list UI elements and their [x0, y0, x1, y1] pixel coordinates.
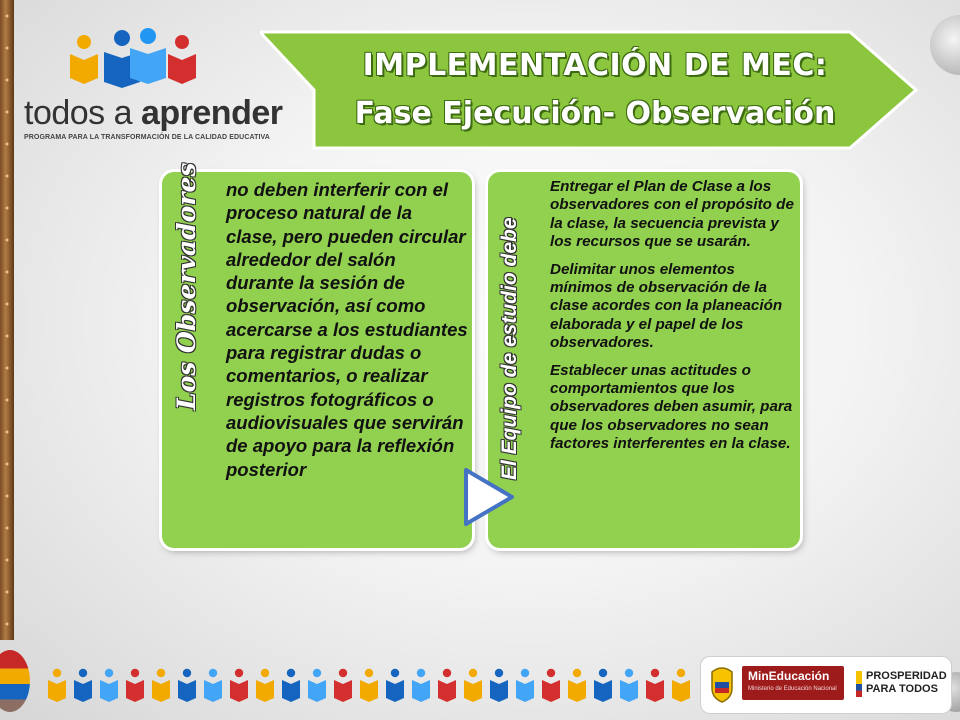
- next-arrow-icon: [462, 466, 518, 528]
- todos-a-aprender-logo: [24, 28, 283, 148]
- list-item: Delimitar unos elementos mínimos de observación de la clase acordes con la planeación elaborada y el papel de los observadores.: [550, 260, 783, 352]
- wood-border-pattern: [2, 0, 12, 640]
- wood-border: [0, 0, 14, 640]
- slogan-line-2: PARA TODOS: [866, 683, 938, 695]
- logo-wordmark-bold: aprender: [140, 94, 283, 132]
- title-line-1: IMPLEMENTACIÓN DE MEC:: [362, 48, 828, 83]
- logo-wordmark-prefix: todos a: [24, 94, 141, 132]
- study-team-label: El Equipo de estudio debe: [498, 217, 521, 480]
- list-item: Establecer unas actitudes o comportamientos que los observadores deben asumir, para que los observadores no sean factores interferentes en la clase.: [550, 361, 793, 453]
- study-team-list: [550, 178, 794, 463]
- title-banner: [260, 30, 920, 150]
- logo-wordmark: [24, 94, 282, 133]
- readers-logo-icon: [68, 28, 228, 92]
- ministry-subtitle: Ministerio de Educación Nacional: [748, 686, 837, 692]
- logo-subtitle: PROGRAMA PARA LA TRANSFORMACIÓN DE LA CALIDAD EDUCATIVA: [24, 134, 270, 141]
- slogan-logo: [866, 670, 950, 696]
- ministry-logo: [742, 666, 844, 700]
- observers-label: Los Observadores: [172, 162, 201, 410]
- readers-strip: [44, 668, 694, 704]
- title-line-2: Fase Ejecución- Observación: [354, 96, 836, 131]
- colombia-shield-icon: [708, 664, 736, 704]
- readers-strip-icon: [44, 668, 694, 704]
- ministry-name: MinEducación: [748, 669, 830, 683]
- list-item: Entregar el Plan de Clase a los observadores con el propósito de la clase, la secuencia prevista y los recursos que se usarán.: [550, 178, 794, 251]
- slogan-line-1: PROSPERIDAD: [866, 670, 947, 682]
- observers-text: no deben interferir con el proceso natural de la clase, pero pueden circular alrededor del salón durante la sesión de observación, así como acercarse a los estudiantes para registrar dudas o comentarios, o realizar registros fotográficos o audiovisuales que servirán de apoyo para la reflexión posterior: [226, 179, 468, 480]
- slogan-color-bar: [856, 671, 862, 697]
